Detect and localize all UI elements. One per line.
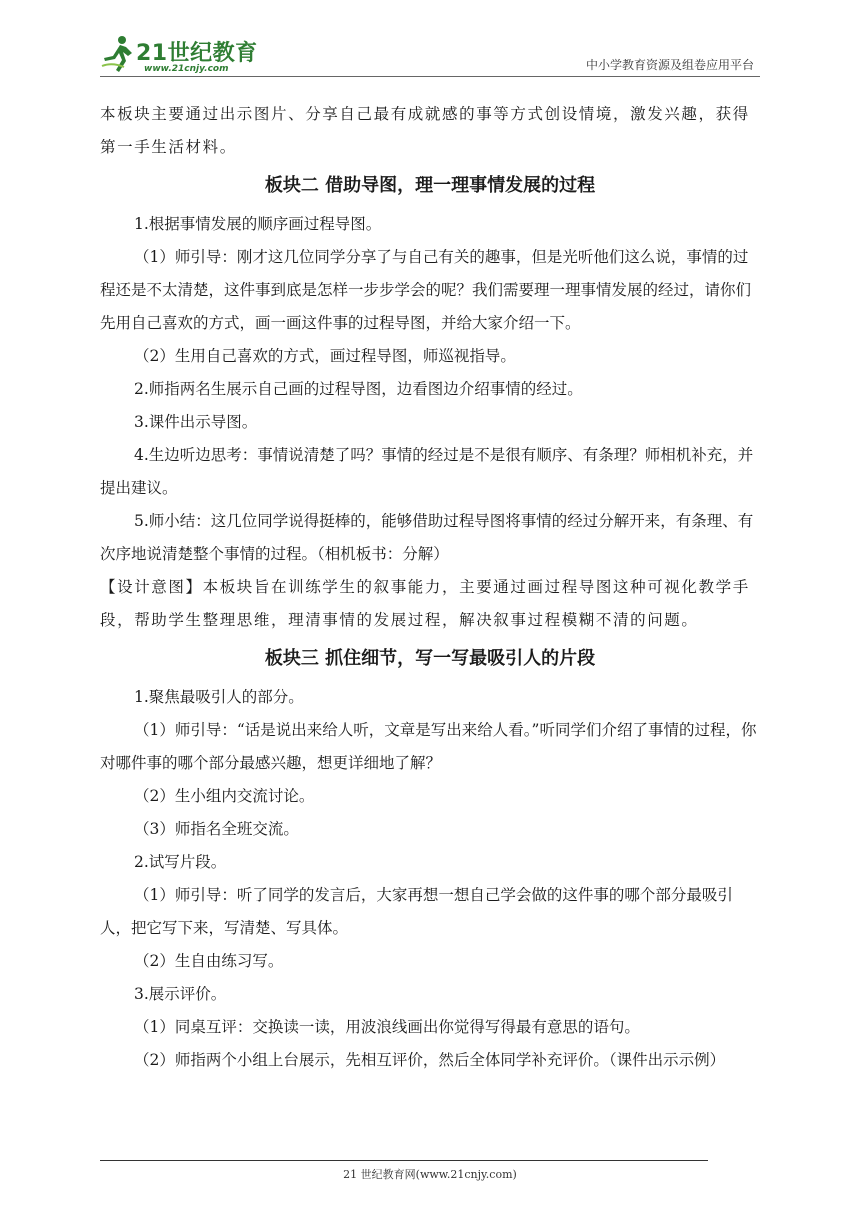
running-figure-icon (100, 34, 134, 74)
logo-url: www.21cnjy.com (144, 64, 229, 74)
header-divider (100, 76, 760, 77)
paragraph: （2）师指两个小组上台展示，先相互评价，然后全体同学补充评价。（课件出示示例） (134, 1051, 726, 1069)
paragraph: 3.展示评价。 (134, 985, 227, 1003)
section-heading-3: 板块三 抓住细节，写一写最吸引人的片段 (264, 648, 596, 669)
paragraph: 5.师小结：这几位同学说得挺棒的，能够借助过程导图将事情的经过分解开来，有条理、有次序地说清楚整个事情的过程。（相机板书：分解） (100, 512, 754, 563)
platform-tagline: 中小学教育资源及组卷应用平台 (585, 58, 754, 72)
footer-divider (100, 1160, 708, 1161)
paragraph: 4.生边听边思考：事情说清楚了吗？事情的经过是不是很有顺序、有条理？师相机补充，并提出建议。 (100, 446, 754, 497)
paragraph: （1）师引导：刚才这几位同学分享了与自己有关的趣事，但是光听他们这么说，事情的过程还是不太清楚，这件事到底是怎样一步步学会的呢？我们需要理一理事情发展的经过，请你们先用自己喜欢的方式，画一画这件事的过程导图，并给大家介绍一下。 (100, 248, 752, 332)
site-logo[interactable] (100, 34, 270, 78)
paragraph: （2）生小组内交流讨论。 (134, 787, 315, 805)
paragraph: （1）师引导：“话是说出来给人听，文章是写出来给人看。”听同学们介绍了事情的过程，你对哪件事的哪个部分最感兴趣，想更详细地了解？ (100, 721, 757, 772)
paragraph: 2.师指两名生展示自己画的过程导图，边看图边介绍事情的经过。 (134, 380, 583, 398)
paragraph: （1）同桌互评：交换读一读，用波浪线画出你觉得写得最有意思的语句。 (134, 1018, 640, 1036)
page-header (100, 28, 760, 80)
paragraph: （2）生自由练习写。 (134, 952, 284, 970)
document-body (100, 98, 760, 1077)
paragraph: 1.聚焦最吸引人的部分。 (134, 688, 304, 706)
paragraph: 3.课件出示导图。 (134, 413, 258, 431)
paragraph: 2.试写片段。 (134, 853, 227, 871)
paragraph: （2）生用自己喜欢的方式，画过程导图，师巡视指导。 (134, 347, 516, 365)
intro-paragraph: 本板块主要通过出示图片、分享自己最有成就感的事等方式创设情境，激发兴趣，获得第一手生活材料。 (100, 105, 750, 156)
footer-text[interactable]: 21 世纪教育网(www.21cnjy.com) (343, 1168, 517, 1181)
paragraph: （1）师引导：听了同学的发言后，大家再想一想自己学会做的这件事的哪个部分最吸引人，把它写下来，写清楚、写具体。 (100, 886, 733, 937)
paragraph: （3）师指名全班交流。 (134, 820, 299, 838)
design-intent-paragraph: 【设计意图】本板块旨在训练学生的叙事能力，主要通过画过程导图这种可视化教学手段，帮助学生整理思维，理清事情的发展过程，解决叙事过程模糊不清的问题。 (100, 578, 750, 629)
section-heading-2: 板块二 借助导图，理一理事情发展的过程 (264, 175, 596, 196)
paragraph: 1.根据事情发展的顺序画过程导图。 (134, 215, 382, 233)
logo-text: 21世纪教育 (136, 41, 258, 66)
